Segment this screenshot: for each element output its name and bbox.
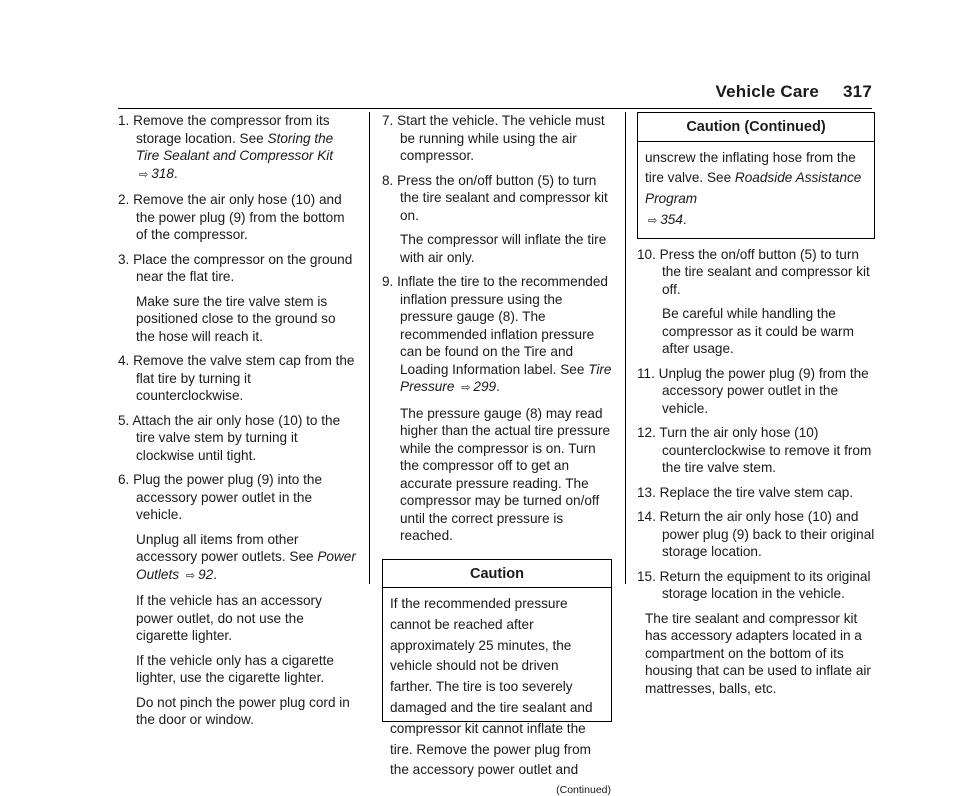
step-6-note-4: Do not pinch the power plug cord in the door or window. — [136, 694, 350, 727]
page-arrow-icon: ⇨ — [461, 382, 471, 394]
step-3: 3. Place the compressor on the ground near the flat tire. — [118, 251, 353, 284]
caution-title: Caution (Continued) — [638, 113, 874, 142]
page-reference[interactable]: 354 — [660, 211, 683, 227]
page-header — [716, 82, 873, 102]
step-9: 9. Inflate the tire to the recommended inflation pressure using the pressure gauge (8). The recommended inflation pressure can be found on the Tire and Loading Information label. See Tire Pressure ⇨ 299. — [382, 274, 612, 394]
step-2: 2. Remove the air only hose (10) and the power plug (9) from the bottom of the compressor. — [118, 192, 345, 242]
caution-continued-box — [637, 112, 875, 239]
page-arrow-icon: ⇨ — [185, 569, 196, 582]
closing-paragraph: The tire sealant and compressor kit has accessory adapters located in a compartment on the bottom of its housing that can be used to inflate air mattresses, balls, etc. — [645, 610, 871, 696]
step-6: 6. Plug the power plug (9) into the accessory power outlet in the vehicle. — [118, 472, 323, 522]
step-13: 13. Replace the tire valve stem cap. — [637, 484, 854, 500]
section-title: Vehicle Care — [715, 82, 820, 101]
cross-reference[interactable]: Tire Pressure — [400, 361, 612, 394]
caution-title: Caution — [383, 560, 611, 589]
column-divider — [369, 112, 370, 584]
step-3-note: Make sure the tire valve stem is positioned close to the ground so the hose will reach it. — [136, 293, 336, 344]
page-reference[interactable]: 92 — [198, 566, 214, 582]
step-1: 1. Remove the compressor from its storage location. See Storing the Tire Sealant and Compressor Kit ⇨ 318. — [118, 113, 334, 181]
step-15: 15. Return the equipment to its original storage location in the vehicle. — [637, 568, 871, 602]
step-8-note: The compressor will inflate the tire with air only. — [400, 232, 607, 265]
step-10-note: Be careful while handling the compressor as it could be warm after usage. — [662, 306, 854, 357]
caution-body: If the recommended pressure cannot be reached after approximately 25 minutes, the vehicle should not be driven farther. The tire is too severely damaged and the tire sealant and compressor kit cannot inflate the tire. Remove the power plug from the accessory power outlet and — [390, 596, 593, 778]
column-right — [637, 112, 875, 697]
step-9-note: The pressure gauge (8) may read higher than the actual tire pressure while the compressor is on. Turn the compressor off to get an accurate pressure reading. The compressor may be turned on/off until the correct pressure is reached. — [400, 405, 611, 543]
page-reference[interactable]: 318 — [151, 165, 174, 181]
step-7: 7. Start the vehicle. The vehicle must be running while using the air compressor. — [382, 113, 605, 163]
step-6-note-2: If the vehicle has an accessory power outlet, do not use the cigarette lighter. — [136, 593, 322, 643]
step-6-note-3: If the vehicle only has a cigarette lighter, use the cigarette lighter. — [136, 652, 334, 685]
step-4: 4. Remove the valve stem cap from the flat tire by turning it counterclockwise. — [118, 353, 355, 403]
caution-body: unscrew the inflating hose from the tire valve. See Roadside Assistance Program ⇨ 354. — [645, 149, 862, 227]
continued-label: (Continued) — [556, 784, 611, 796]
step-11: 11. Unplug the power plug (9) from the accessory power outlet in the vehicle. — [637, 365, 869, 416]
caution-box — [382, 559, 612, 796]
column-divider — [625, 112, 626, 584]
step-10: 10. Press the on/off button (5) to turn the tire sealant and compressor kit off. — [637, 246, 870, 297]
page-number: 317 — [843, 82, 872, 101]
page-arrow-icon: ⇨ — [139, 168, 149, 181]
header-rule — [118, 108, 872, 109]
step-8: 8. Press the on/off button (5) to turn the tire sealant and compressor kit on. — [382, 172, 608, 223]
step-6-note-1: Unplug all items from other accessory power outlets. See Power Outlets ⇨ 92. — [136, 531, 356, 582]
step-14: 14. Return the air only hose (10) and power plug (9) back to their original storage location. — [637, 509, 875, 560]
page-arrow-icon: ⇨ — [648, 214, 658, 227]
step-5: 5. Attach the air only hose (10) to the tire valve stem by turning it clockwise until tight. — [118, 412, 341, 463]
cross-reference[interactable]: Power Outlets — [136, 549, 356, 582]
cross-reference[interactable]: Roadside Assistance Program — [645, 170, 862, 207]
column-middle — [382, 112, 612, 796]
cross-reference[interactable]: Storing the Tire Sealant and Compressor Kit — [136, 130, 334, 163]
page-reference[interactable]: 299 — [473, 379, 497, 394]
step-12: 12. Turn the air only hose (10) counterclockwise to remove it from the tire valve stem. — [637, 425, 872, 476]
column-left — [118, 112, 358, 736]
